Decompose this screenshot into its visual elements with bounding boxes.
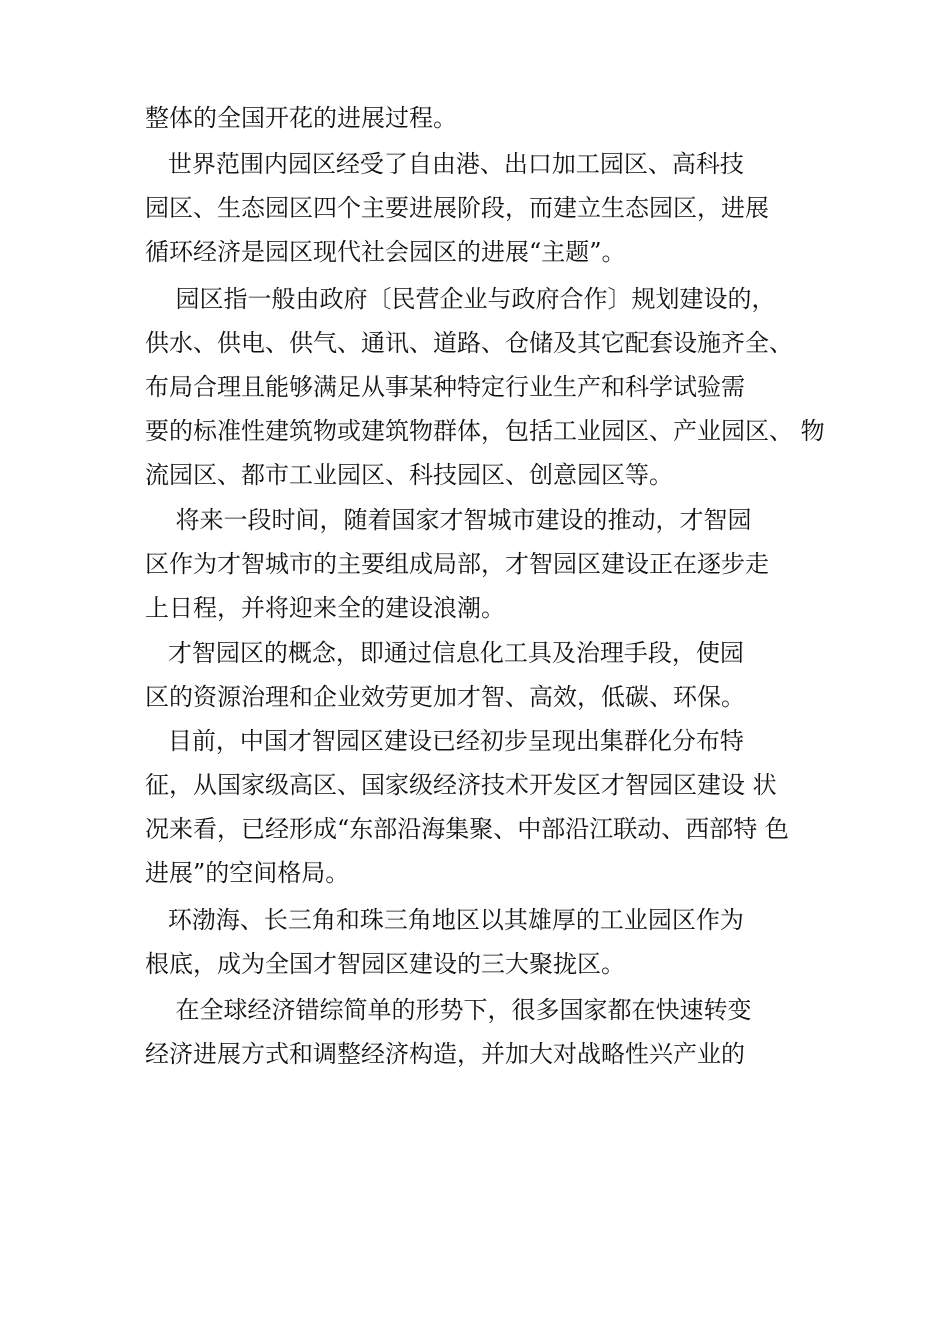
text-line: 在全球经济错综简单的形势下，很多国家都在快速转变 — [145, 996, 752, 1024]
text-line: 将来一段时间，随着国家才智城市建设的推动，才智园 — [145, 506, 752, 534]
text-line: 要的标准性建筑物或建筑物群体，包括工业园区、产业园区、 物 — [145, 417, 825, 445]
text-line: 整体的全国开花的进展过程。 — [145, 104, 457, 132]
text-line: 征，从国家级高区、国家级经济技术开发区才智园区建设 状 — [145, 771, 777, 799]
text-line: 循环经济是园区现代社会园区的进展“主题”。 — [145, 238, 626, 266]
text-line: 才智园区的概念，即通过信息化工具及治理手段，使园 — [145, 639, 744, 667]
text-line: 世界范围内园区经受了自由港、出口加工园区、高科技 — [145, 150, 744, 178]
text-line: 供水、供电、供气、通讯、道路、仓储及其它配套设施齐全、 — [145, 329, 793, 357]
text-line: 园区指一般由政府〔民营企业与政府合作〕规划建设的， — [145, 285, 776, 313]
text-line: 环渤海、长三角和珠三角地区以其雄厚的工业园区作为 — [145, 906, 744, 934]
text-line: 布局合理且能够满足从事某种特定行业生产和科学试验需 — [145, 373, 745, 401]
text-line: 进展”的空间格局。 — [145, 859, 350, 887]
text-line: 区作为才智城市的主要组成局部，才智园区建设正在逐步走 — [145, 550, 769, 578]
text-line: 经济进展方式和调整经济构造，并加大对战略性兴产业的 — [145, 1040, 745, 1068]
text-line: 上日程，并将迎来全的建设浪潮。 — [145, 594, 505, 622]
text-line: 根底，成为全国才智园区建设的三大聚拢区。 — [145, 950, 625, 978]
text-line: 况来看，已经形成“东部沿海集聚、中部沿江联动、西部特 色 — [145, 815, 789, 843]
text-line: 目前，中国才智园区建设已经初步呈现出集群化分布特 — [145, 727, 744, 755]
text-line: 流园区、都市工业园区、科技园区、创意园区等。 — [145, 461, 673, 489]
text-line: 园区、生态园区四个主要进展阶段，而建立生态园区，进展 — [145, 194, 769, 222]
text-line: 区的资源治理和企业效劳更加才智、高效，低碳、环保。 — [145, 683, 745, 711]
